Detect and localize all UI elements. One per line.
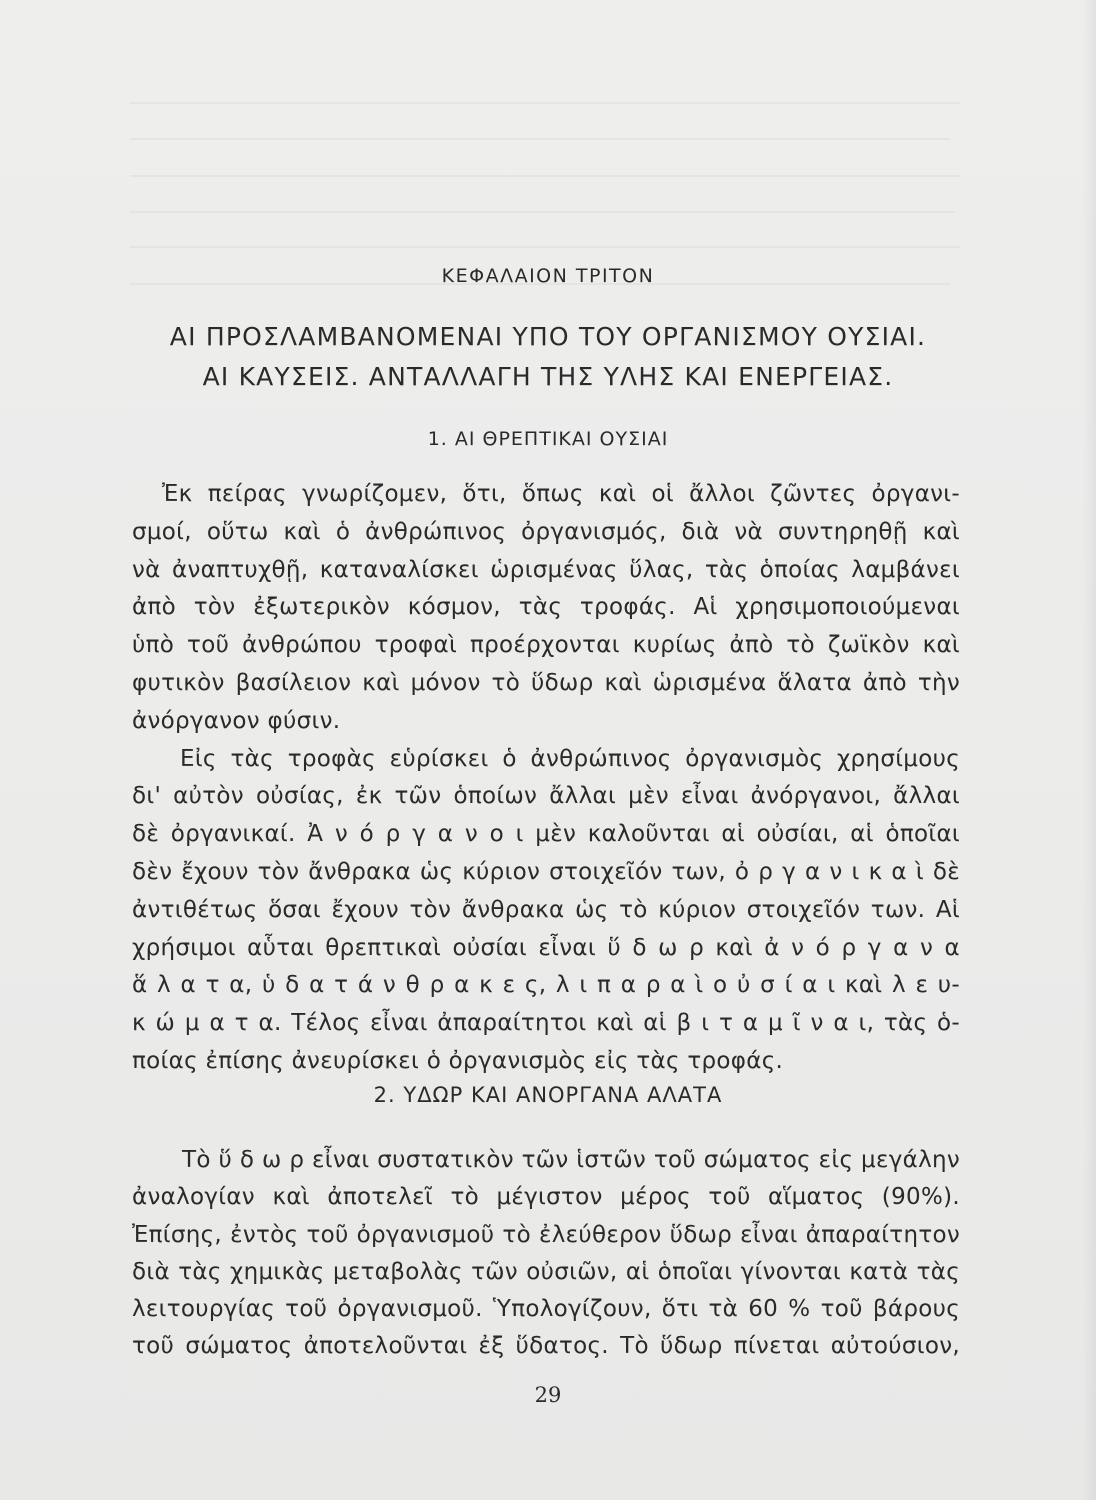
show-through-mark [130, 102, 960, 104]
chapter-title-line-2: ΑΙ ΚΑΥΣΕΙΣ. ΑΝΤΑΛΛΑΓΗ ΤΗΣ ΥΛΗΣ ΚΑΙ ΕΝΕΡΓΕΙΑΣ. [202, 362, 894, 391]
body-line: διὰ τὰς χημικὰς μεταβολὰς τῶν οὐσιῶν, αἱ ὁποῖαι γίνονται κατὰ τὰς [132, 1258, 960, 1285]
body-line: σμοί, οὕτω καὶ ὁ ἀνθρώπινος ὀργανισμός, διὰ νὰ συντηρηθῇ καὶ [132, 518, 960, 545]
section-1-body [132, 476, 960, 1081]
body-line: Ἐπίσης, ἐντὸς τοῦ ὀργανισμοῦ τὸ ἐλεύθερον ὕδωρ εἶναι ἀπαραίτητον [132, 1221, 960, 1248]
body-line: ἀνόργανον φύσιν. [132, 707, 341, 734]
body-line: ἀναλογίαν καὶ ἀποτελεῖ τὸ μέγιστον μέρος τοῦ αἵματος (90%). [132, 1184, 960, 1211]
show-through-mark [130, 211, 955, 213]
show-through-mark [130, 175, 960, 177]
body-line: ἅ λ α τ α, ὑ δ α τ ά ν θ ρ α κ ε ς, λ ι π α ρ α ὶ ο ὐ σ ί α ι καὶ λ ε υ- [132, 972, 960, 999]
show-through-mark [130, 138, 950, 140]
body-line: Εἰς τὰς τροφὰς εὑρίσκει ὁ ἀνθρώπινος ὀργανισμὸς χρησίμους [180, 745, 960, 772]
body-line: λειτουργίας τοῦ ὀργανισμοῦ. Ὑπολογίζουν, ὅτι τὰ 60 % τοῦ βάρους [132, 1296, 960, 1323]
body-line: φυτικὸν βασίλειον καὶ μόνον τὸ ὕδωρ καὶ ὡρισμένα ἅλατα ἀπὸ τὴν [132, 669, 960, 696]
body-line: ὑπὸ τοῦ ἀνθρώπου τροφαὶ προέρχονται κυρίως ἀπὸ τὸ ζωϊκὸν καὶ [132, 632, 960, 659]
body-line: κ ώ μ α τ α. Τέλος εἶναι ἀπαραίτητοι καὶ αἱ β ι τ α μ ῖ ν α ι, τὰς ὁ- [132, 1010, 960, 1037]
section-heading-2: 2. ΥΔΩΡ ΚΑΙ ΑΝΟΡΓΑΝΑ ΑΛΑΤΑ [373, 1083, 723, 1107]
section-heading-1: 1. ΑΙ ΘΡΕΠΤΙΚΑΙ ΟΥΣΙΑΙ [427, 428, 669, 450]
body-line: ἀπὸ τὸν ἐξωτερικὸν κόσμον, τὰς τροφάς. Αἱ χρησιμοποιούμεναι [132, 594, 960, 621]
page-edge-shadow [1082, 0, 1096, 1500]
section-2-body [132, 1142, 960, 1366]
chapter-title-line-1: ΑΙ ΠΡΟΣΛΑΜΒΑΝΟΜΕΝΑΙ ΥΠΟ ΤΟΥ ΟΡΓΑΝΙΣΜΟΥ ΟΥΣΙΑΙ. [169, 322, 927, 351]
body-line: τοῦ σώματος ἀποτελοῦνται ἐξ ὕδατος. Τὸ ὕδωρ πίνεται αὐτούσιον, [132, 1333, 960, 1360]
show-through-mark [130, 246, 960, 248]
body-line: ἀντιθέτως ὅσαι ἔχουν τὸν ἄνθρακα ὡς τὸ κύριον στοιχεῖόν των. Αἱ [132, 896, 960, 923]
body-line: δι' αὐτὸν οὐσίας, ἐκ τῶν ὁποίων ἄλλαι μὲν εἶναι ἀνόργανοι, ἄλλαι [132, 783, 960, 810]
body-line: Τὸ ὕ δ ω ρ εἶναι συστατικὸν τῶν ἱστῶν τοῦ σώματος εἰς μεγάλην [182, 1147, 960, 1173]
body-line: νὰ ἀναπτυχθῇ, καταναλίσκει ὡρισμένας ὕλας, τὰς ὁποίας λαμβάνει [132, 556, 960, 583]
body-line: χρήσιμοι αὗται θρεπτικαὶ οὐσίαι εἶναι ὕ δ ω ρ καὶ ἀ ν ό ρ γ α ν α [132, 934, 960, 961]
body-line: Ἐκ πείρας γνωρίζομεν, ὅτι, ὅπως καὶ οἱ ἄλλοι ζῶντες ὀργανι- [162, 481, 960, 507]
chapter-label: ΚΕΦΑΛΑΙΟΝ ΤΡΙΤΟΝ [441, 265, 655, 287]
page-number: 29 [534, 1383, 562, 1407]
body-line: δὲ ὀργανικαί. Ἀ ν ό ρ γ α ν ο ι μὲν καλοῦνται αἱ οὐσίαι, αἱ ὁποῖαι [132, 821, 960, 848]
body-line: δὲν ἔχουν τὸν ἄνθρακα ὡς κύριον στοιχεῖόν των, ὀ ρ γ α ν ι κ α ὶ δὲ [132, 858, 960, 885]
body-line: ποίας ἐπίσης ἀνευρίσκει ὁ ὀργανισμὸς εἰς τὰς τροφάς. [132, 1047, 784, 1074]
